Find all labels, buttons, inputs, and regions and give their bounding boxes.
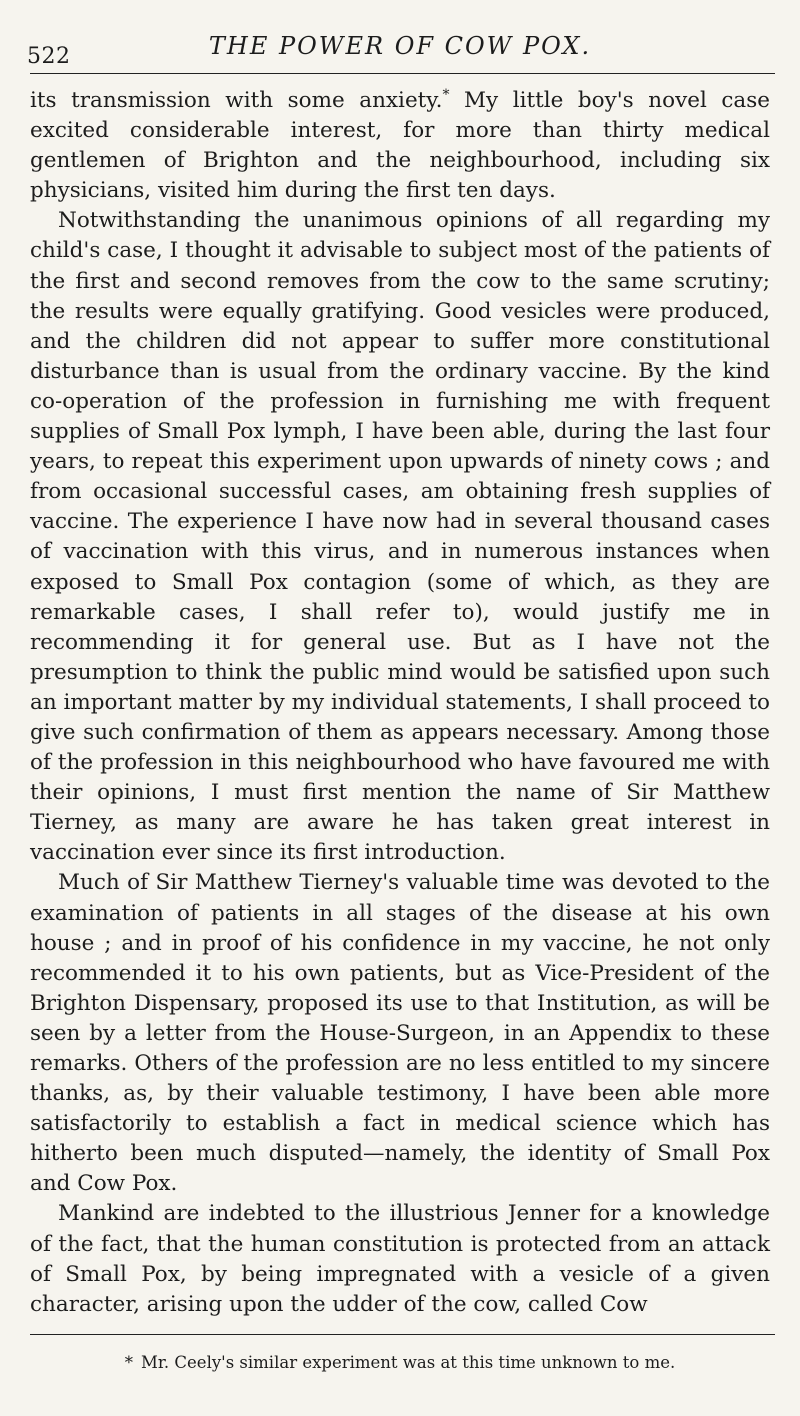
footnote-star: * [124,1353,133,1372]
paragraph-1-text-continued: My little boy's novel case excited considerable interest, for more than thirty medical gentlemen of Brighton and the neighbourhood, including six physicians, visited him during the first ten days. [30,88,770,204]
header-rule [30,73,775,74]
footnote [0,1352,800,1374]
paragraph-4: Mankind are indebted to the illustrious Jenner for a knowledge of the fact, that the human constitution is protected from an attack of Small Pox, by being impregnated with a vesicle of a given character, arising upon the udder of the cow, called Cow [30,1201,770,1317]
paragraph-1-text: its transmission with some anxiety. [30,88,443,113]
body-text [30,86,770,1320]
footnote-text: Mr. Ceely's similar experiment was at this time unknown to me. [140,1353,676,1372]
paragraph-3: Much of Sir Matthew Tierney's valuable time was devoted to the examination of patients in all stages of the disease at his own house ; and in proof of his confidence in my vaccine, he not only recommended it to his own patients, but as Vice-President of the Brighton Dispensary, proposed its use to that Institution, as will be seen by a letter from the House-Surgeon, in an Appendix to these remarks. Others of the profession are no less entitled to my sincere thanks, as, by their valuable testimony, I have been able more satisfactorily to establish a fact in medical science which has hitherto been much disputed—namely, the identity of Small Pox and Cow Pox. [30,870,770,1197]
footnote-rule [30,1334,775,1335]
running-title: THE POWER OF COW POX. [208,32,592,60]
footnote-marker: * [442,86,450,103]
paragraph-1 [30,86,770,206]
page-number: 522 [27,44,71,69]
paragraph-2: Notwithstanding the unanimous opinions of all regarding my child's case, I thought it advisable to subject most of the patients of the first and second removes from the cow to the same scrutiny; the results were equally gratifying. Good vesicles were produced, and the children did not appear to suffer more constitutional disturbance than is usual from the ordinary vaccine. By the kind co-operation of the profession in furnishing me with frequent supplies of Small Pox lymph, I have been able, during the last four years, to repeat this experiment upon upwards of ninety cows ; and from occasional successful cases, am obtaining fresh supplies of vaccine. The experience I have now had in several thousand cases of vaccination with this virus, and in numerous instances when exposed to Small Pox contagion (some of which, as they are remarkable cases, I shall refer to), would justify me in recommending it for general use. But as I have not the presumption to think the public mind would be satisfied upon such an important matter by my individual statements, I shall proceed to give such confirmation of them as appears necessary. Among those of the profession in this neighbourhood who have favoured me with their opinions, I must first mention the name of Sir Matthew Tierney, as many are aware he has taken great interest in vaccination ever since its first introduction. [30,208,770,866]
